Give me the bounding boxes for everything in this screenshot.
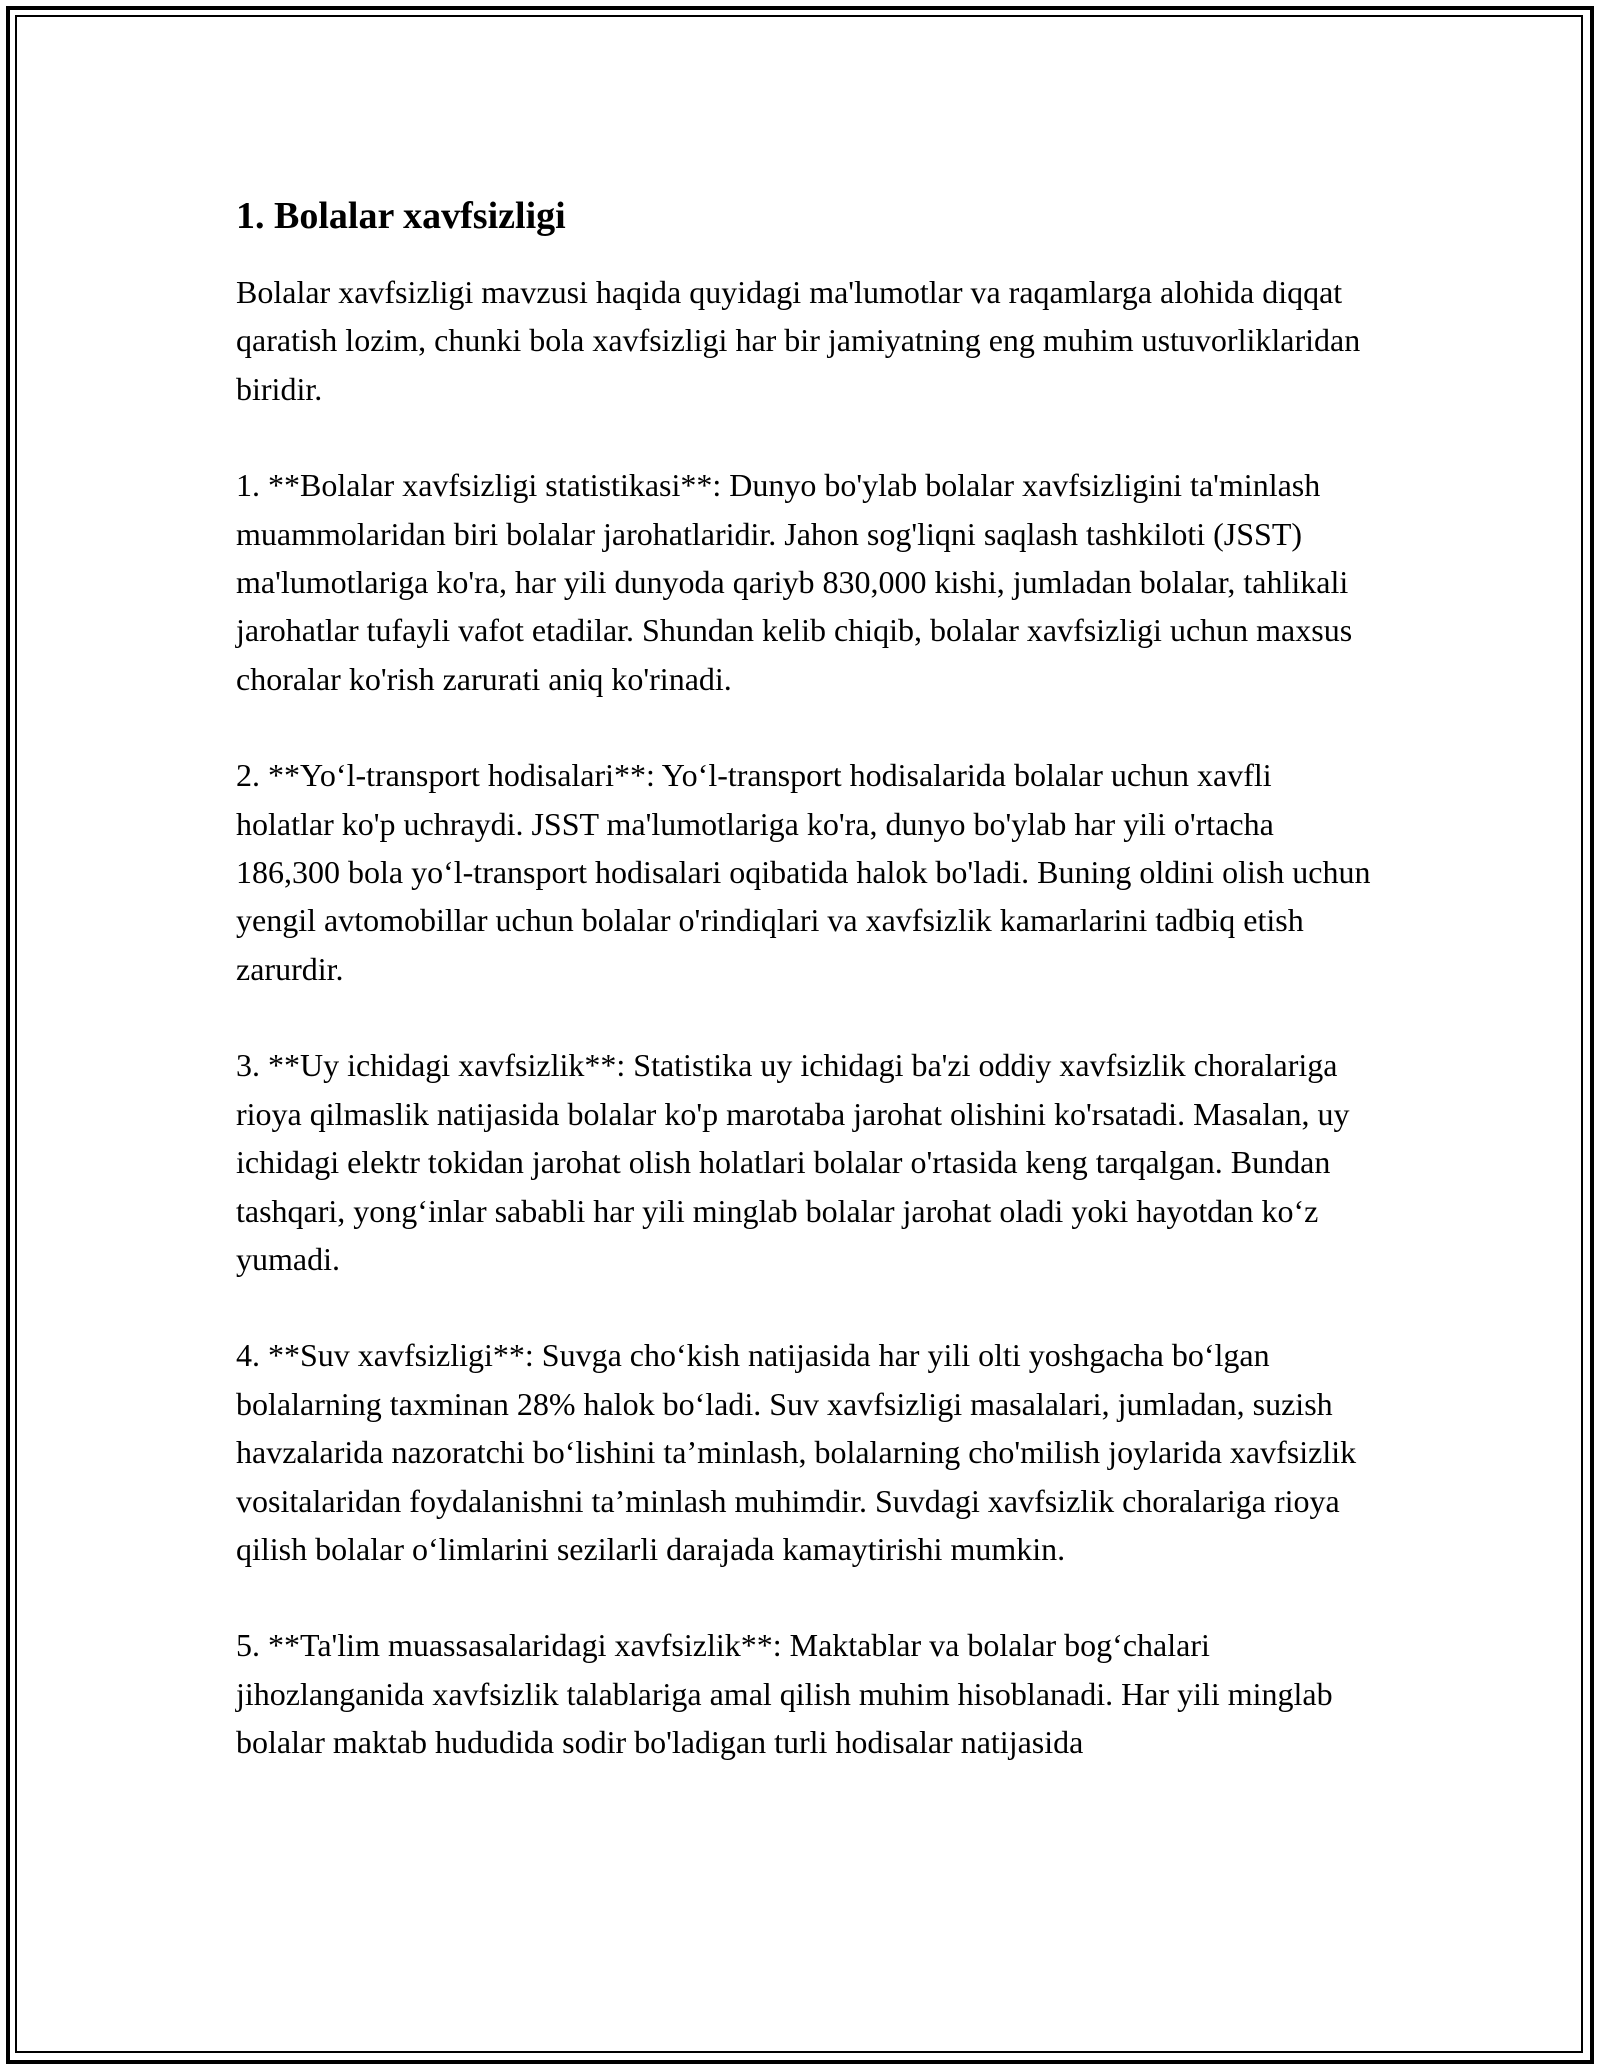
paragraph-water-safety: 4. **Suv xavfsizligi**: Suvga cho‘kish natijasida har yili olti yoshgacha bo‘lgan bolalarning taxminan 28% halok bo‘ladi. Suv xavfsizligi masalalari, jumladan, suzish havzalarida nazoratchi bo‘lishini ta’minlash, bolalarning cho'milish joylarida xavfsizlik vositalaridan foydalanishni ta’minlash muhimdir. Suvdagi xavfsizlik choralariga rioya qilish bolalar o‘limlarini sezilarli darajada kamaytirishi mumkin.: [236, 1337, 1357, 1567]
section-heading: 1. Bolalar xavfsizligi: [236, 195, 566, 237]
paragraph-home-safety: 3. **Uy ichidagi xavfsizlik**: Statistika uy ichidagi ba'zi oddiy xavfsizlik choralariga rioya qilmaslik natijasida bolalar ko'p marotaba jarohat olishini ko'rsatadi. Masalan, uy ichidagi elektr tokidan jarohat olish holatlari bolalar o'rtasida keng tarqalgan. Bundan tashqari, yong‘inlar sababli har yili minglab bolalar jarohat oladi yoki hayotdan ko‘z yumadi.: [236, 1047, 1350, 1277]
paragraph-school-safety: 5. **Ta'lim muassasalaridagi xavfsizlik**: Maktablar va bolalar bog‘chalari jihozlanganida xavfsizlik talablariga amal qilish muhim hisoblanadi. Har yili minglab bolalar maktab hududida sodir bo'ladigan turli hodisalar natijasida: [236, 1627, 1333, 1761]
paragraph-road-traffic: 2. **Yo‘l-transport hodisalari**: Yo‘l-transport hodisalarida bolalar uchun xavfli holatlar ko'p uchraydi. JSST ma'lumotlariga ko'ra, dunyo bo'ylab har yili o'rtacha 186,300 bola yo‘l-transport hodisalari oqibatida halok bo'ladi. Buning oldini olish uchun yengil avtomobillar uchun bolalar o'rindiqlari va xavfsizlik kamarlarini tadbiq etish zarurdir.: [236, 757, 1371, 987]
intro-paragraph: Bolalar xavfsizligi mavzusi haqida quyidagi ma'lumotlar va raqamlarga alohida diqqat qaratish lozim, chunki bola xavfsizligi har bir jamiyatning eng muhim ustuvorliklaridan biridir.: [236, 274, 1361, 407]
document-body: [236, 188, 1376, 1767]
paragraph-statistics: 1. **Bolalar xavfsizligi statistikasi**: Dunyo bo'ylab bolalar xavfsizligini ta'minlash muammolaridan biri bolalar jarohatlaridir. Jahon sog'liqni saqlash tashkiloti (JSST) ma'lumotlariga ko'ra, har yili dunyoda qariyb 830,000 kishi, jumladan bolalar, tahlikali jarohatlar tufayli vafot etadilar. Shundan kelib chiqib, bolalar xavfsizligi uchun maxsus choralar ko'rish zarurati aniq ko'rinadi.: [236, 467, 1353, 697]
